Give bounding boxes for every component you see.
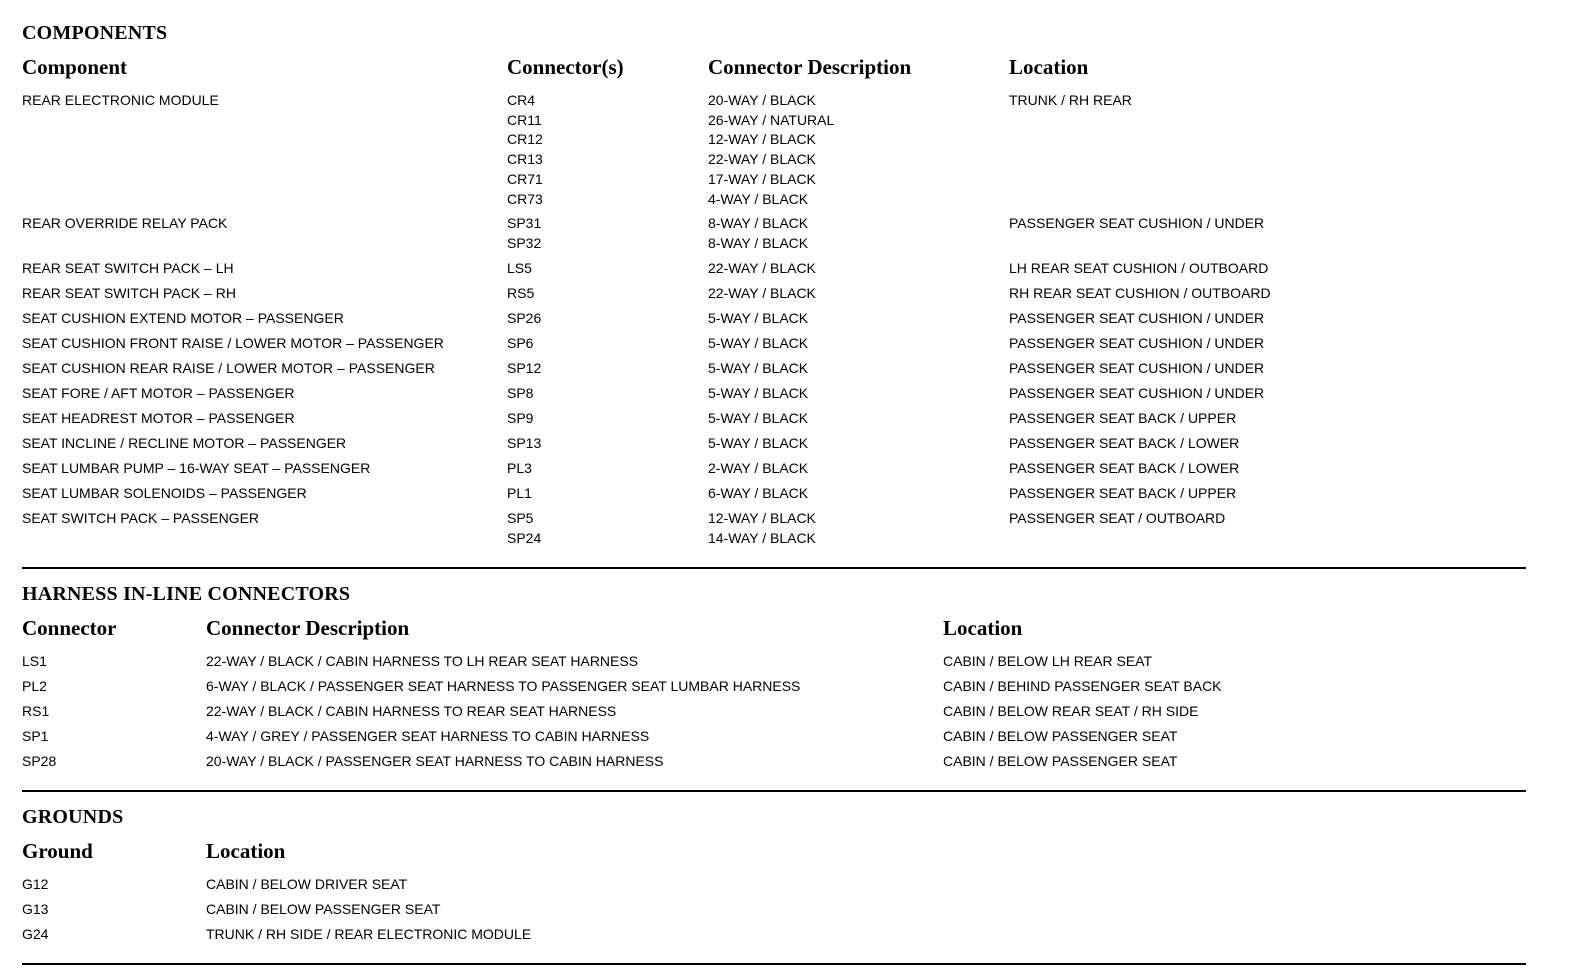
connector-location: CABIN / BELOW LH REAR SEAT [943, 653, 1153, 669]
connector-id: RS1 [22, 703, 50, 719]
connector-id: SP28 [22, 753, 57, 769]
component-name: REAR ELECTRONIC MODULE [22, 92, 219, 108]
connector-id: LS1 [22, 653, 47, 669]
connector-id: CR11 [507, 111, 542, 128]
connector-description: 5-WAY / BLACK [708, 335, 809, 351]
section-divider [22, 963, 1526, 965]
connector-description: 14-WAY / BLACK [708, 529, 816, 546]
component-location: PASSENGER SEAT / OUTBOARD [1009, 510, 1226, 526]
connector-id: CR73 [507, 190, 543, 207]
connector-id: SP12 [507, 360, 542, 376]
connector-id: SP32 [507, 234, 542, 251]
connector-description: 22-WAY / BLACK / CABIN HARNESS TO LH REAR SEAT HARNESS [206, 653, 639, 669]
connector-description: 5-WAY / BLACK [708, 385, 809, 401]
ground-id: G24 [22, 926, 49, 942]
col-header-connector-description: Connector Description [708, 55, 912, 79]
component-name: SEAT INCLINE / RECLINE MOTOR – PASSENGER [22, 435, 347, 451]
component-location: PASSENGER SEAT CUSHION / UNDER [1009, 310, 1265, 326]
component-location: PASSENGER SEAT CUSHION / UNDER [1009, 360, 1265, 376]
col-header-location: Location [943, 616, 1023, 640]
connector-id: SP1 [22, 728, 49, 744]
components-title: COMPONENTS [22, 22, 168, 44]
component-location: PASSENGER SEAT BACK / UPPER [1009, 410, 1237, 426]
connector-id: SP26 [507, 310, 542, 326]
component-location: PASSENGER SEAT CUSHION / UNDER [1009, 335, 1265, 351]
connector-id: SP6 [507, 335, 534, 351]
connector-id: PL3 [507, 460, 532, 476]
component-location: PASSENGER SEAT BACK / LOWER [1009, 435, 1240, 451]
connector-id: CR13 [507, 151, 543, 168]
component-name: SEAT CUSHION EXTEND MOTOR – PASSENGER [22, 310, 344, 326]
connector-description: 20-WAY / BLACK / PASSENGER SEAT HARNESS TO CABIN HARNESS [206, 753, 664, 769]
connector-location: CABIN / BELOW REAR SEAT / RH SIDE [943, 703, 1199, 719]
connector-description: 26-WAY / NATURAL [708, 111, 835, 128]
component-location: PASSENGER SEAT CUSHION / UNDER [1009, 215, 1265, 231]
connector-id: LS5 [507, 260, 532, 276]
connector-description: 6-WAY / BLACK [708, 485, 809, 501]
col-header-connector-description: Connector Description [206, 616, 410, 640]
connector-description: 8-WAY / BLACK [708, 215, 809, 231]
component-name: SEAT HEADREST MOTOR – PASSENGER [22, 410, 295, 426]
connector-location: CABIN / BELOW PASSENGER SEAT [943, 753, 1178, 769]
connector-description: 2-WAY / BLACK [708, 460, 809, 476]
component-location: PASSENGER SEAT CUSHION / UNDER [1009, 385, 1265, 401]
connector-description: 5-WAY / BLACK [708, 435, 809, 451]
component-name: SEAT CUSHION REAR RAISE / LOWER MOTOR – PASSENGER [22, 360, 435, 376]
col-header-connector: Connector [22, 616, 117, 640]
component-name: SEAT LUMBAR PUMP – 16-WAY SEAT – PASSENGER [22, 460, 371, 476]
component-name: REAR SEAT SWITCH PACK – RH [22, 285, 236, 301]
connector-id: CR4 [507, 92, 536, 108]
connector-id: SP31 [507, 215, 542, 231]
connector-description: 5-WAY / BLACK [708, 360, 809, 376]
connector-description: 12-WAY / BLACK [708, 131, 816, 148]
col-header-ground: Ground [22, 839, 93, 863]
connector-description: 22-WAY / BLACK [708, 151, 816, 168]
grounds-title: GROUNDS [22, 806, 124, 828]
col-header-component: Component [22, 55, 128, 79]
connector-description: 8-WAY / BLACK [708, 234, 809, 251]
section-divider [22, 790, 1526, 792]
connector-description: 4-WAY / GREY / PASSENGER SEAT HARNESS TO CABIN HARNESS [206, 728, 650, 744]
component-location: LH REAR SEAT CUSHION / OUTBOARD [1009, 260, 1269, 276]
component-location: PASSENGER SEAT BACK / UPPER [1009, 485, 1237, 501]
connector-id: SP24 [507, 529, 542, 546]
component-location: PASSENGER SEAT BACK / LOWER [1009, 460, 1240, 476]
connector-description: 5-WAY / BLACK [708, 410, 809, 426]
ground-id: G12 [22, 876, 49, 892]
connector-description: 4-WAY / BLACK [708, 190, 809, 207]
connector-description: 12-WAY / BLACK [708, 510, 816, 526]
connector-id: SP13 [507, 435, 542, 451]
connector-id: CR12 [507, 131, 543, 148]
component-name: REAR OVERRIDE RELAY PACK [22, 215, 228, 231]
component-name: SEAT FORE / AFT MOTOR – PASSENGER [22, 385, 295, 401]
component-location: TRUNK / RH REAR [1009, 92, 1132, 108]
component-name: SEAT SWITCH PACK – PASSENGER [22, 510, 260, 526]
ground-location: CABIN / BELOW DRIVER SEAT [206, 876, 408, 892]
connector-id: RS5 [507, 285, 535, 301]
connector-description: 17-WAY / BLACK [708, 170, 816, 187]
connector-id: PL2 [22, 678, 47, 694]
connector-id: SP8 [507, 385, 534, 401]
connector-description: 6-WAY / BLACK / PASSENGER SEAT HARNESS TO PASSENGER SEAT LUMBAR HARNESS [206, 678, 801, 694]
component-name: REAR SEAT SWITCH PACK – LH [22, 260, 234, 276]
connector-id: SP9 [507, 410, 534, 426]
component-name: SEAT LUMBAR SOLENOIDS – PASSENGER [22, 485, 307, 501]
connector-description: 22-WAY / BLACK / CABIN HARNESS TO REAR SEAT HARNESS [206, 703, 617, 719]
section-divider [22, 567, 1526, 569]
col-header-location: Location [206, 839, 286, 863]
connector-location: CABIN / BELOW PASSENGER SEAT [943, 728, 1178, 744]
harness-title: HARNESS IN-LINE CONNECTORS [22, 583, 351, 605]
connector-id: CR71 [507, 170, 543, 187]
ground-id: G13 [22, 901, 49, 917]
connector-description: 22-WAY / BLACK [708, 285, 816, 301]
connector-description: 22-WAY / BLACK [708, 260, 816, 276]
connector-id: SP5 [507, 510, 534, 526]
ground-location: CABIN / BELOW PASSENGER SEAT [206, 901, 441, 917]
ground-location: TRUNK / RH SIDE / REAR ELECTRONIC MODULE [206, 926, 532, 942]
col-header-location: Location [1009, 55, 1089, 79]
connector-location: CABIN / BEHIND PASSENGER SEAT BACK [943, 678, 1222, 694]
connector-description: 20-WAY / BLACK [708, 92, 816, 108]
connector-id: PL1 [507, 485, 532, 501]
connector-description: 5-WAY / BLACK [708, 310, 809, 326]
col-header-connectors: Connector(s) [507, 55, 624, 79]
component-name: SEAT CUSHION FRONT RAISE / LOWER MOTOR – PASSENGER [22, 335, 444, 351]
component-location: RH REAR SEAT CUSHION / OUTBOARD [1009, 285, 1271, 301]
